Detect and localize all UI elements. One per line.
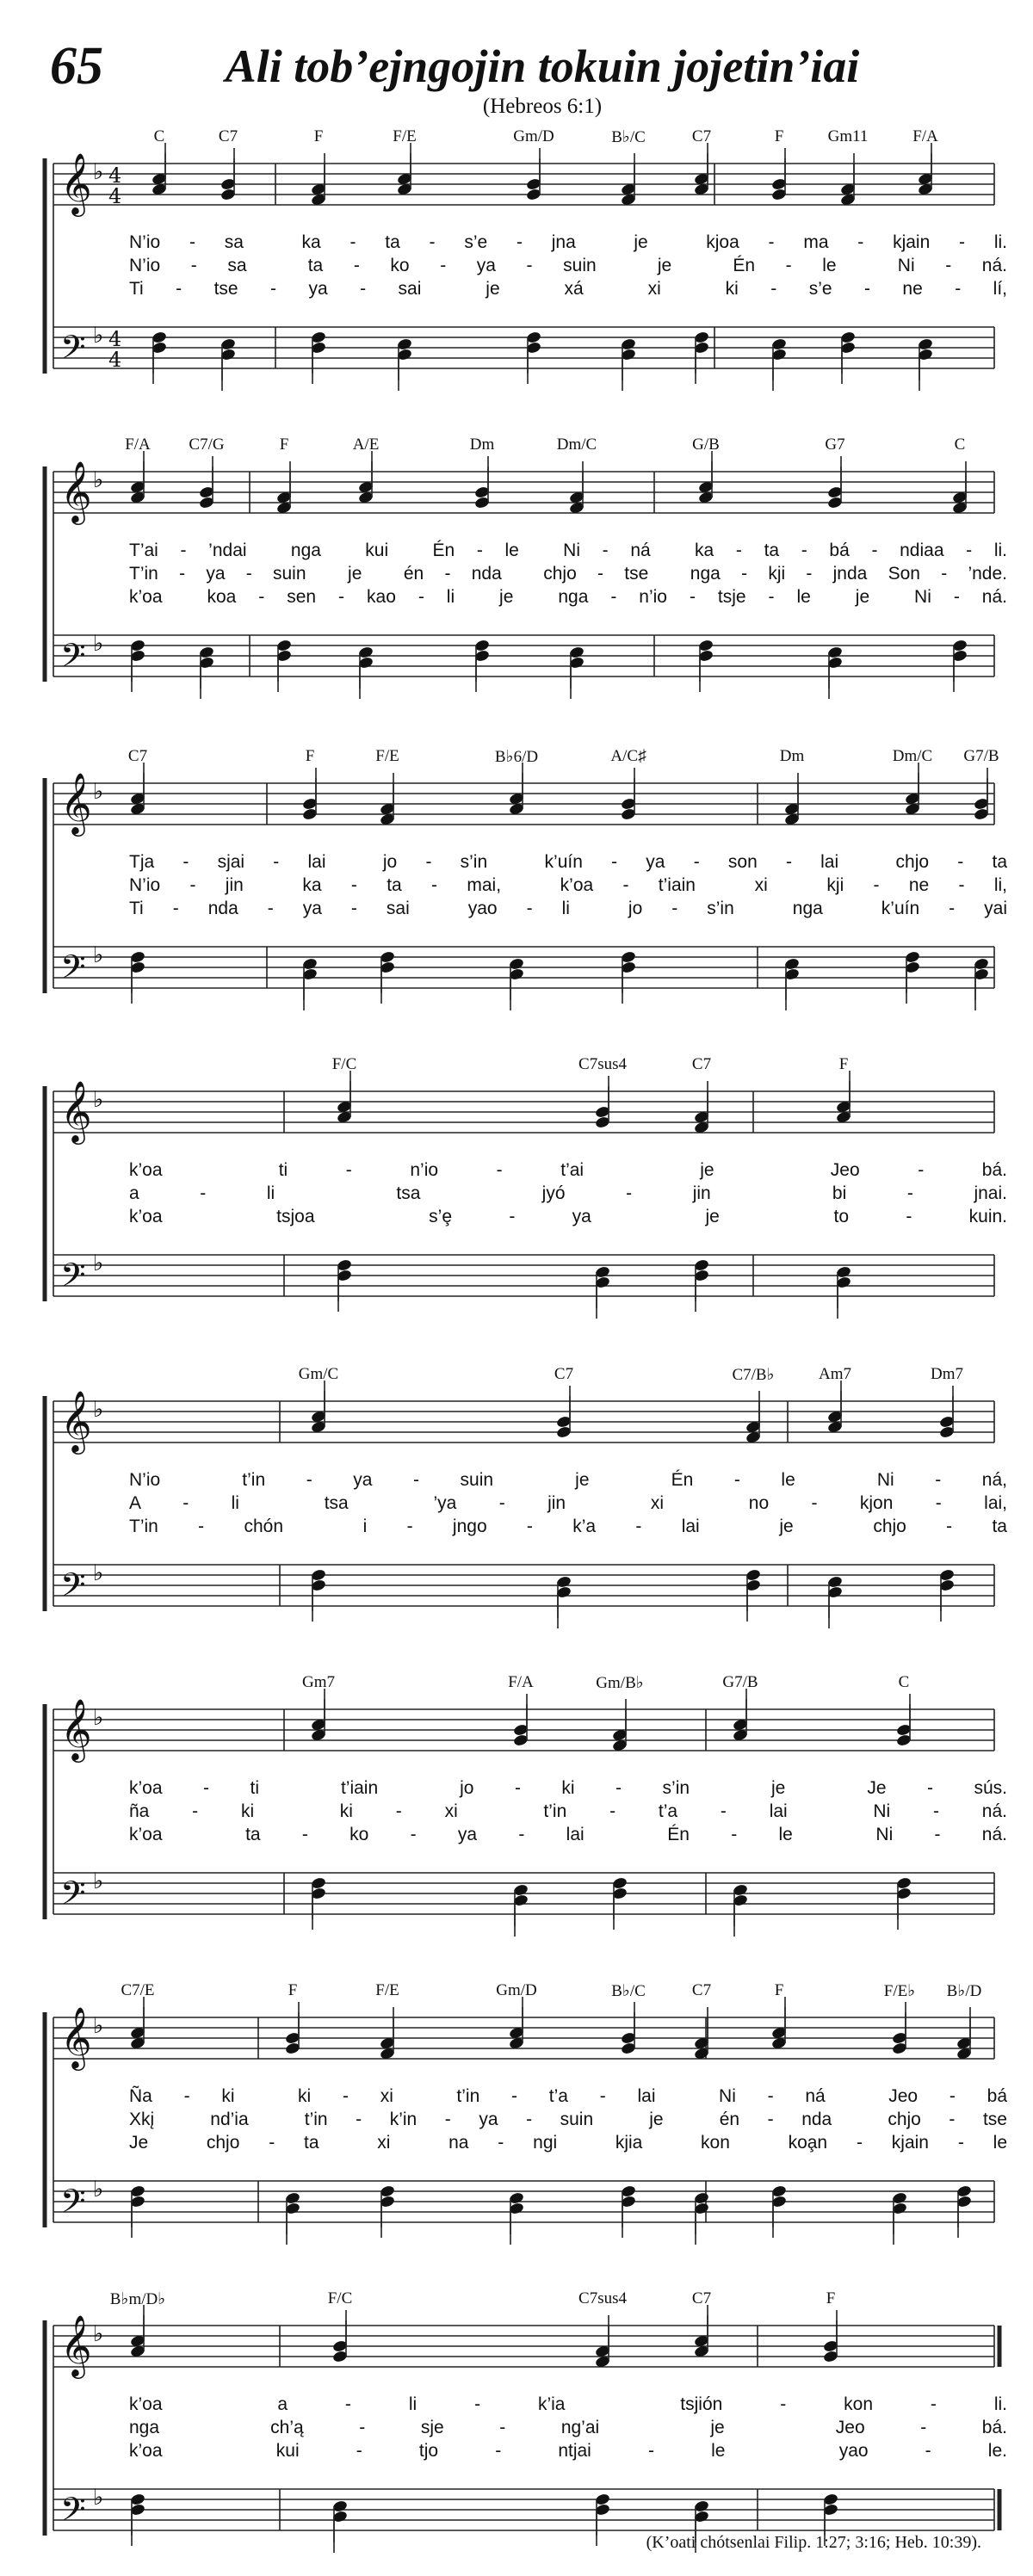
key-signature-flat-icon: ♭ <box>93 323 104 349</box>
chord-symbol: Am7 <box>819 1365 851 1383</box>
treble-clef-icon: 𝄞 <box>60 2005 92 2068</box>
lyric-verse-3: T’in - chón i - jngo - k’a - lai je chjo - ta <box>129 1517 1007 1536</box>
chord-symbol: Dm/C <box>892 747 933 765</box>
key-signature-flat-icon: ♭ <box>93 942 104 968</box>
key-signature-flat-icon: ♭ <box>93 1705 104 1731</box>
time-signature-denominator: 4 <box>108 348 122 372</box>
chord-symbol: F <box>774 1981 784 1999</box>
lyric-verse-3: k’oa ta - ko - ya - lai Én - le Ni - ná. <box>129 1825 1007 1844</box>
chord-symbol: C7/G <box>189 436 225 454</box>
lyric-verse-3: Je chjo - ta xi na - ngi kjia kon koa̧n - kjain - le <box>129 2133 1007 2153</box>
lyric-verse-2: nga ch’ą - sje - ng’ai je Jeo - bá. <box>129 2418 1007 2437</box>
chord-symbol: C7sus4 <box>578 2289 627 2307</box>
chord-symbol: Dm <box>469 436 495 454</box>
time-signature-denominator: 4 <box>108 184 122 208</box>
key-signature-flat-icon: ♭ <box>93 2485 104 2511</box>
treble-clef-icon: 𝄞 <box>60 151 92 214</box>
lyric-verse-1: Ña - ki ki - xi t’in - t’a - lai Ni - ná Jeo - bá <box>129 2086 1007 2106</box>
key-signature-flat-icon: ♭ <box>93 467 104 493</box>
music-system <box>0 2291 1033 2549</box>
chord-symbol: F <box>279 436 289 454</box>
chord-symbol: C7/B♭ <box>732 1366 775 1384</box>
chord-symbol: B♭/C <box>611 128 646 146</box>
chord-symbol: F/A <box>125 436 151 454</box>
chord-symbol: Dm7 <box>931 1365 963 1383</box>
treble-clef-icon: 𝄞 <box>60 1389 92 1452</box>
chord-symbol: F/A <box>508 1673 534 1691</box>
bass-clef-icon: 𝄢 <box>60 2490 86 2536</box>
bass-clef-icon: 𝄢 <box>60 636 86 683</box>
chord-symbol: Gm/C <box>298 1365 339 1383</box>
chord-symbol: F/C <box>331 1055 357 1073</box>
chord-symbol: B♭/D <box>946 1982 982 2000</box>
chord-symbol: A/E <box>352 436 380 454</box>
chord-symbol: F <box>305 747 315 765</box>
treble-clef-icon: 𝄞 <box>60 1697 92 1760</box>
key-signature-flat-icon: ♭ <box>93 779 104 805</box>
scripture-reference: (Hebreos 6:1) <box>482 95 603 118</box>
chord-symbol: C7 <box>691 1055 712 1073</box>
treble-clef-icon: 𝄞 <box>60 2313 92 2376</box>
chord-symbol: Dm/C <box>556 436 597 454</box>
lyric-verse-3: k’oa kui - tjo - ntjai - le yao - le. <box>129 2441 1007 2461</box>
chord-symbol: F/E <box>393 127 417 145</box>
chord-symbol: C7 <box>218 127 238 145</box>
chord-symbol: C7 <box>691 1981 712 1999</box>
key-signature-flat-icon: ♭ <box>93 1397 104 1423</box>
chord-symbol: G7 <box>825 436 845 454</box>
lyric-verse-2: N’io - jin ka - ta - mai, k’oa - t’iain xi kji - ne - li, <box>129 875 1007 895</box>
lyric-verse-1: k’oa a - li - k’ia tsjión - kon - li. <box>129 2394 1007 2414</box>
lyric-verse-1: T’ai - ’ndai nga kui Én - le Ni - ná ka - ta - bá - ndiaa - li. <box>129 541 1007 560</box>
lyric-verse-1: k’oa ti - n’io - t’ai je Jeo - bá. <box>129 1160 1007 1180</box>
key-signature-flat-icon: ♭ <box>93 1087 104 1113</box>
key-signature-flat-icon: ♭ <box>93 2013 104 2039</box>
chord-symbol: C7 <box>127 747 148 765</box>
chord-symbol: Gm/B♭ <box>596 1674 644 1692</box>
chord-symbol: C7 <box>554 1365 574 1383</box>
lyric-verse-3: k’oa koa - sen - kao - li je nga - n’io - tsje - le je Ni - ná. <box>129 587 1007 607</box>
lyric-verse-3: k’oa tsjoa s’ȩ - ya je to - kuin. <box>129 1207 1007 1226</box>
key-signature-flat-icon: ♭ <box>93 2177 104 2202</box>
chord-symbol: B♭/C <box>611 1982 646 2000</box>
lyric-verse-3: Ti - nda - ya - sai yao - li jo - s’in nga k’uín - yai <box>129 899 1007 918</box>
chord-symbol: C7 <box>691 2289 712 2307</box>
key-signature-flat-icon: ♭ <box>93 1869 104 1894</box>
lyric-verse-1: N’io - sa ka - ta - s’e - jna je kjoa - ma - kjain - li. <box>129 232 1007 252</box>
chord-symbol: F/C <box>327 2289 353 2307</box>
chord-symbol: Gm11 <box>827 127 869 145</box>
chord-symbol: F <box>313 127 324 145</box>
key-signature-flat-icon: ♭ <box>93 631 104 657</box>
time-signature-numerator: 4 <box>108 327 122 351</box>
hymn-title: Ali tob’ejngojin tokuin jojetin’iai <box>225 40 860 92</box>
bass-clef-icon: 𝄢 <box>60 1566 86 1612</box>
lyric-verse-1: Tja - sjai - lai jo - s’in k’uín - ya - son - lai chjo - ta <box>129 852 1007 872</box>
bass-clef-icon: 𝄢 <box>60 2182 86 2228</box>
treble-clef-icon: 𝄞 <box>60 1079 92 1142</box>
hymn-number: 65 <box>50 37 103 96</box>
lyric-verse-2: Xkį nd’ia t’in - k’in - ya - suin je én - nda chjo - tse <box>129 2110 1007 2129</box>
lyric-verse-2: A - li tsa ’ya - jin xi no - kjon - lai, <box>129 1493 1007 1513</box>
chord-symbol: F <box>826 2289 836 2307</box>
bass-clef-icon: 𝄢 <box>60 948 86 994</box>
chord-symbol: G/B <box>692 436 720 454</box>
footer-reference: (K’oati chótsenlai Filip. 1:27; 3:16; Heb. 10:39). <box>646 2533 981 2552</box>
key-signature-flat-icon: ♭ <box>93 1251 104 1276</box>
lyric-verse-2: N’io - sa ta - ko - ya - suin je Én - le Ni - ná. <box>129 256 1007 275</box>
lyric-verse-2: ña - ki ki - xi t’in - t’a - lai Ni - ná. <box>129 1801 1007 1821</box>
music-system <box>0 1367 1033 1625</box>
chord-symbol: Gm7 <box>302 1673 335 1691</box>
music-system <box>0 749 1033 1007</box>
key-signature-flat-icon: ♭ <box>93 159 104 185</box>
music-system <box>0 1675 1033 1933</box>
chord-symbol: A/C♯ <box>610 747 646 765</box>
chord-symbol: C7 <box>691 127 712 145</box>
music-system <box>0 1983 1033 2241</box>
chord-symbol: C <box>898 1673 910 1691</box>
key-signature-flat-icon: ♭ <box>93 1560 104 1586</box>
chord-symbol: C <box>153 127 165 145</box>
key-signature-flat-icon: ♭ <box>93 2321 104 2347</box>
lyric-verse-2: T’in - ya - suin je én - nda chjo - tse nga - kji - jnda Son - ’nde. <box>129 564 1007 584</box>
lyric-verse-1: k’oa - ti t’iain jo - ki - s’in je Je - sús. <box>129 1778 1007 1798</box>
chord-symbol: G7/B <box>963 747 999 765</box>
chord-symbol: Dm <box>779 747 805 765</box>
lyric-verse-3: Ti - tse - ya - sai je xá xi ki - s’e - ne - lí, <box>129 279 1007 299</box>
bass-clef-icon: 𝄢 <box>60 1256 86 1302</box>
chord-symbol: F <box>288 1981 298 1999</box>
music-system <box>0 129 1033 387</box>
bass-clef-icon: 𝄢 <box>60 1874 86 1920</box>
chord-symbol: B♭6/D <box>494 748 539 766</box>
chord-symbol: F/E <box>375 1981 399 1999</box>
chord-symbol: C7sus4 <box>578 1055 627 1073</box>
chord-symbol: G7/B <box>722 1673 758 1691</box>
chord-symbol: F/E♭ <box>883 1982 916 2000</box>
music-system <box>0 1057 1033 1315</box>
lyric-verse-1: N’io t’in - ya - suin je Én - le Ni - ná, <box>129 1470 1007 1490</box>
treble-clef-icon: 𝄞 <box>60 460 92 522</box>
music-system <box>0 437 1033 695</box>
chord-symbol: F <box>774 127 784 145</box>
chord-symbol: F <box>838 1055 849 1073</box>
chord-symbol: Gm/D <box>513 127 554 145</box>
chord-symbol: C <box>954 436 966 454</box>
chord-symbol: B♭m/D♭ <box>109 2290 166 2308</box>
time-signature-numerator: 4 <box>108 164 122 188</box>
bass-clef-icon: 𝄢 <box>60 328 86 374</box>
lyric-verse-2: a - li tsa jyó - jin bi - jnai. <box>129 1183 1007 1203</box>
chord-symbol: F/E <box>375 747 399 765</box>
treble-clef-icon: 𝄞 <box>60 771 92 834</box>
chord-symbol: C7/E <box>121 1981 155 1999</box>
chord-symbol: F/A <box>912 127 938 145</box>
chord-symbol: Gm/D <box>496 1981 537 1999</box>
